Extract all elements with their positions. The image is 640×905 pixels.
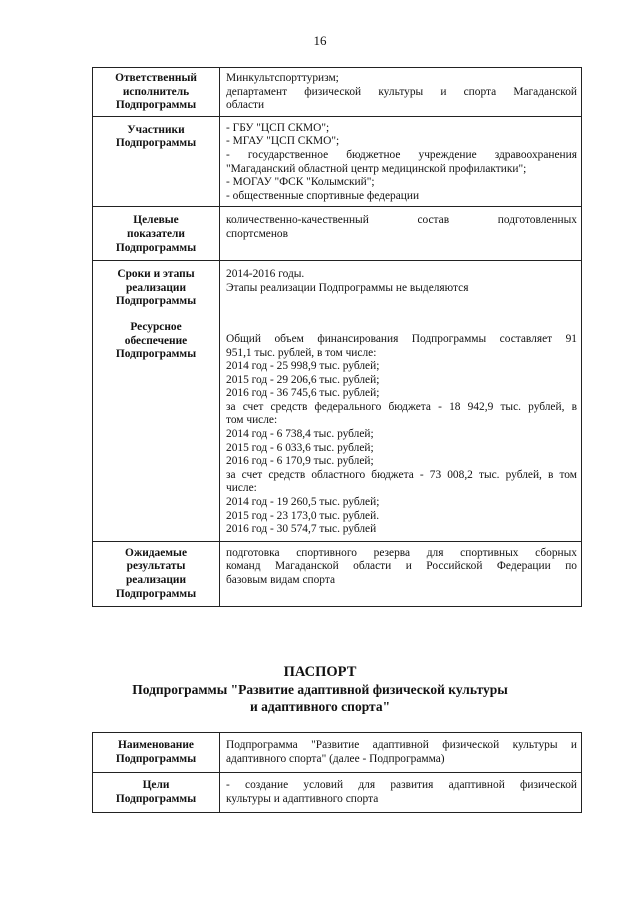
row-value: количественно-качественный состав подготовленных спортсменов [220, 207, 582, 261]
table-row [93, 733, 582, 773]
row-label: Сроки и этапы реализации Подпрограммы [93, 261, 220, 312]
row-label: Ожидаемые результаты реализации Подпрограммы [93, 541, 220, 606]
row-value: - ГБУ "ЦСП СКМО"; - МГАУ "ЦСП СКМО"; - государственное бюджетное учреждение здравоохранения "Магаданский областной центр медицинской профилактики"; - МОГАУ "ФСК "Колымский"; - общественные спортивные федерации [220, 116, 582, 207]
table-row [93, 541, 582, 606]
passport-subtitle-line1: Подпрограммы "Развитие адаптивной физической культуры [132, 682, 508, 697]
row-value: Общий объем финансирования Подпрограммы составляет 91 951,1 тыс. рублей, в том числе: 2014 год - 25 998,9 тыс. рублей; 2015 год - 29 206,6 тыс. рублей; 2016 год - 36 745,6 тыс. рублей; за счет средств федерального бюджета - 18 942,9 тыс. рублей, в том числе: 2014 год - 6 738,4 тыс. рублей; 2015 год - 6 033,6 тыс. рублей; 2016 год - 6 170,9 тыс. рублей; за счет средств областного бюджета - 73 008,2 тыс. рублей, в том числе: 2014 год - 19 260,5 тыс. рублей; 2015 год - 23 173,0 тыс. рублей. 2016 год - 30 574,7 тыс. рублей [220, 312, 582, 541]
row-value: подготовка спортивного резерва для спортивных сборных команд Магаданской области и Российской Федерации по базовым видам спорта [220, 541, 582, 606]
table-row [93, 312, 582, 541]
row-label: Участники Подпрограммы [93, 116, 220, 207]
subprogram-passport-table [92, 67, 582, 607]
row-label: Наименование Подпрограммы [93, 733, 220, 773]
table-row [93, 261, 582, 312]
page-number: 16 [313, 33, 327, 48]
table-row [93, 68, 582, 117]
passport-subtitle-line2: и адаптивного спорта" [249, 699, 391, 714]
row-value: Подпрограмма "Развитие адаптивной физической культуры и адаптивного спорта" (далее - Подпрограмма) [220, 733, 582, 773]
row-label: Ресурсное обеспечение Подпрограммы [93, 312, 220, 541]
passport-heading [0, 664, 640, 715]
row-value: 2014-2016 годы. Этапы реализации Подпрограммы не выделяются [220, 261, 582, 312]
row-label: Целевые показатели Подпрограммы [93, 207, 220, 261]
row-label: Ответственный исполнитель Подпрограммы [93, 68, 220, 117]
adaptive-sport-passport-table [92, 732, 582, 813]
table-row [93, 773, 582, 813]
row-value: - создание условий для развития адаптивной физической культуры и адаптивного спорта [220, 773, 582, 813]
table-row [93, 116, 582, 207]
row-label: Цели Подпрограммы [93, 773, 220, 813]
table-row [93, 207, 582, 261]
row-value: Минкультспорттуризм; департамент физической культуры и спорта Магаданской области [220, 68, 582, 117]
passport-title: ПАСПОРТ [283, 664, 357, 680]
